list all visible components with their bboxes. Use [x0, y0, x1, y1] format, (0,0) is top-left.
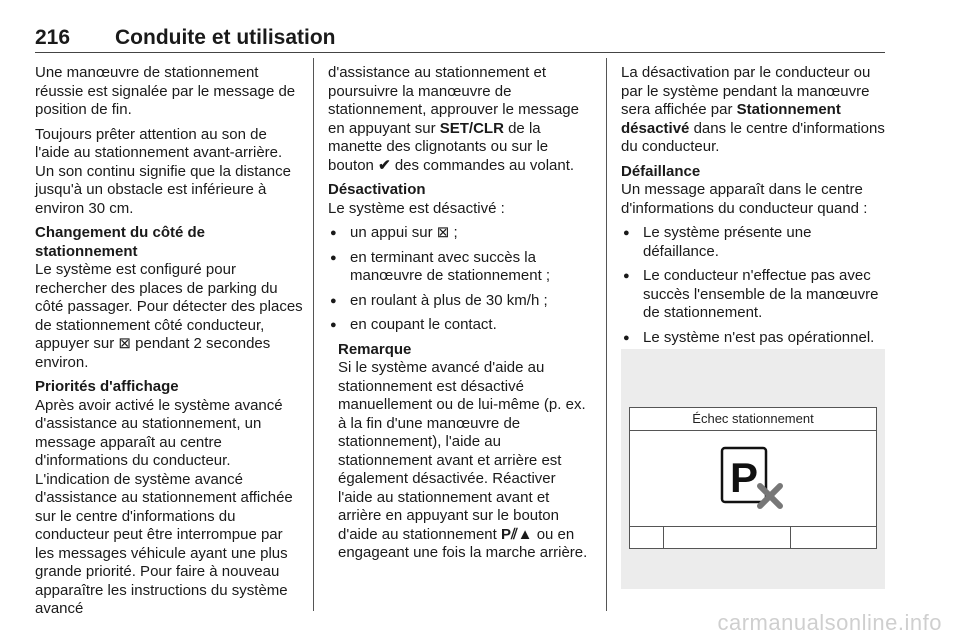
column-1: [35, 64, 303, 625]
list-item: ● en coupant le contact.: [328, 316, 594, 335]
column-divider: [313, 58, 314, 611]
header-rule: [35, 52, 885, 53]
bullet-list: [328, 224, 594, 335]
list-item: ● en terminant avec succès la manœuvre de stationnement ;: [328, 249, 594, 286]
parking-fail-icon: [720, 446, 784, 510]
parking-button-icon: ⊠: [436, 224, 450, 241]
parking-button-icon: ⊠: [118, 335, 131, 352]
screen-title: Échec stationnement: [630, 408, 876, 431]
screen-bottom-bar: [630, 526, 876, 549]
list-item: ● Le système n'est pas opérationnel.: [621, 329, 887, 348]
bullet-list: [621, 224, 887, 347]
note-heading: Remarque: [338, 340, 412, 358]
parking-assist-icon: P⫽▲: [500, 525, 533, 543]
column-divider: [606, 58, 607, 611]
paragraph: Un message apparaît dans le centre d'informations du conducteur quand :: [621, 181, 868, 217]
paragraph: Toujours prêter attention au son de l'aide au stationnement avant-arrière. Un son continu signifie que la distance jusqu'à un obstacle est inférieure à environ 30 cm.: [35, 125, 291, 217]
paragraph: Une manœuvre de stationnement réussie est signalée par le message de position de fin.: [35, 64, 296, 118]
paragraph: d'assistance au stationnement et poursuivre la manœuvre de stationnement, approuver le message en appuyant sur SET/CLR de la manette des clignotants ou sur le bouton ✔ des commandes au volant.: [328, 64, 579, 174]
driver-info-screen: [629, 407, 877, 549]
page-title: Conduite et utilisation: [115, 26, 336, 49]
column-2: [328, 64, 594, 569]
section-heading: Défaillance: [621, 162, 701, 180]
display-illustration: [621, 349, 885, 589]
list-item: ● un appui sur ⊠ ;: [328, 224, 594, 243]
note-text: Si le système avancé d'aide au stationnement est désactivé manuellement ou de lui-même (p. ex. à la fin d'une manœuvre de stationnement), l'aide au stationnement avant et arrière est également désactivée. Réactiver l'aide au stationnement avant et arrière en appuyant sur le bouton d'aide au stationnement P⫽▲ ou en engageant une fois la marche arrière.: [338, 359, 588, 561]
check-icon: ✔: [378, 156, 391, 174]
paragraph: Après avoir activé le système avancé d'assistance au stationnement, un message apparaît au centre d'informations du conducteur. L'indication de système avancé d'assistance au stationnement affichée sur le centre d'informations du conducteur peut être interrompue par les messages véhicule ayant une plus grande priorité. Pour faire à nouveau apparaître les instructions du système avancé: [35, 396, 293, 617]
section-heading: Désactivation: [328, 181, 426, 198]
paragraph: La désactivation par le conducteur ou par le système pendant la manœuvre sera affichée par Stationnement désactivé dans le centre d'informations du conducteur.: [621, 64, 885, 155]
stationnement-desactive-label: Stationnement désactivé: [621, 101, 841, 137]
list-item: ● en roulant à plus de 30 km/h ;: [328, 292, 594, 311]
section-heading: Changement du côté de stationnement: [35, 224, 206, 260]
paragraph: Le système est désactivé :: [328, 199, 505, 217]
paragraph: Le système est configuré pour rechercher des places de parking du côté passager. Pour détecter des places de stationnement côté conducteur, appuyer sur ⊠ pendant 2 secondes environ.: [35, 261, 303, 371]
list-item: ● Le conducteur n'effectue pas avec succès l'ensemble de la manœuvre de stationnement.: [621, 267, 887, 323]
note-box: [328, 341, 594, 563]
set-clr-label: SET/CLR: [439, 119, 504, 137]
page-header: [35, 26, 885, 52]
column-3: [621, 64, 887, 353]
page-number: 216: [35, 26, 71, 49]
watermark: carmanualsonline.info: [717, 610, 942, 635]
list-item: ● Le système présente une défaillance.: [621, 224, 887, 261]
svg-text:P: P: [729, 454, 759, 501]
section-heading: Priorités d'affichage: [35, 378, 179, 395]
